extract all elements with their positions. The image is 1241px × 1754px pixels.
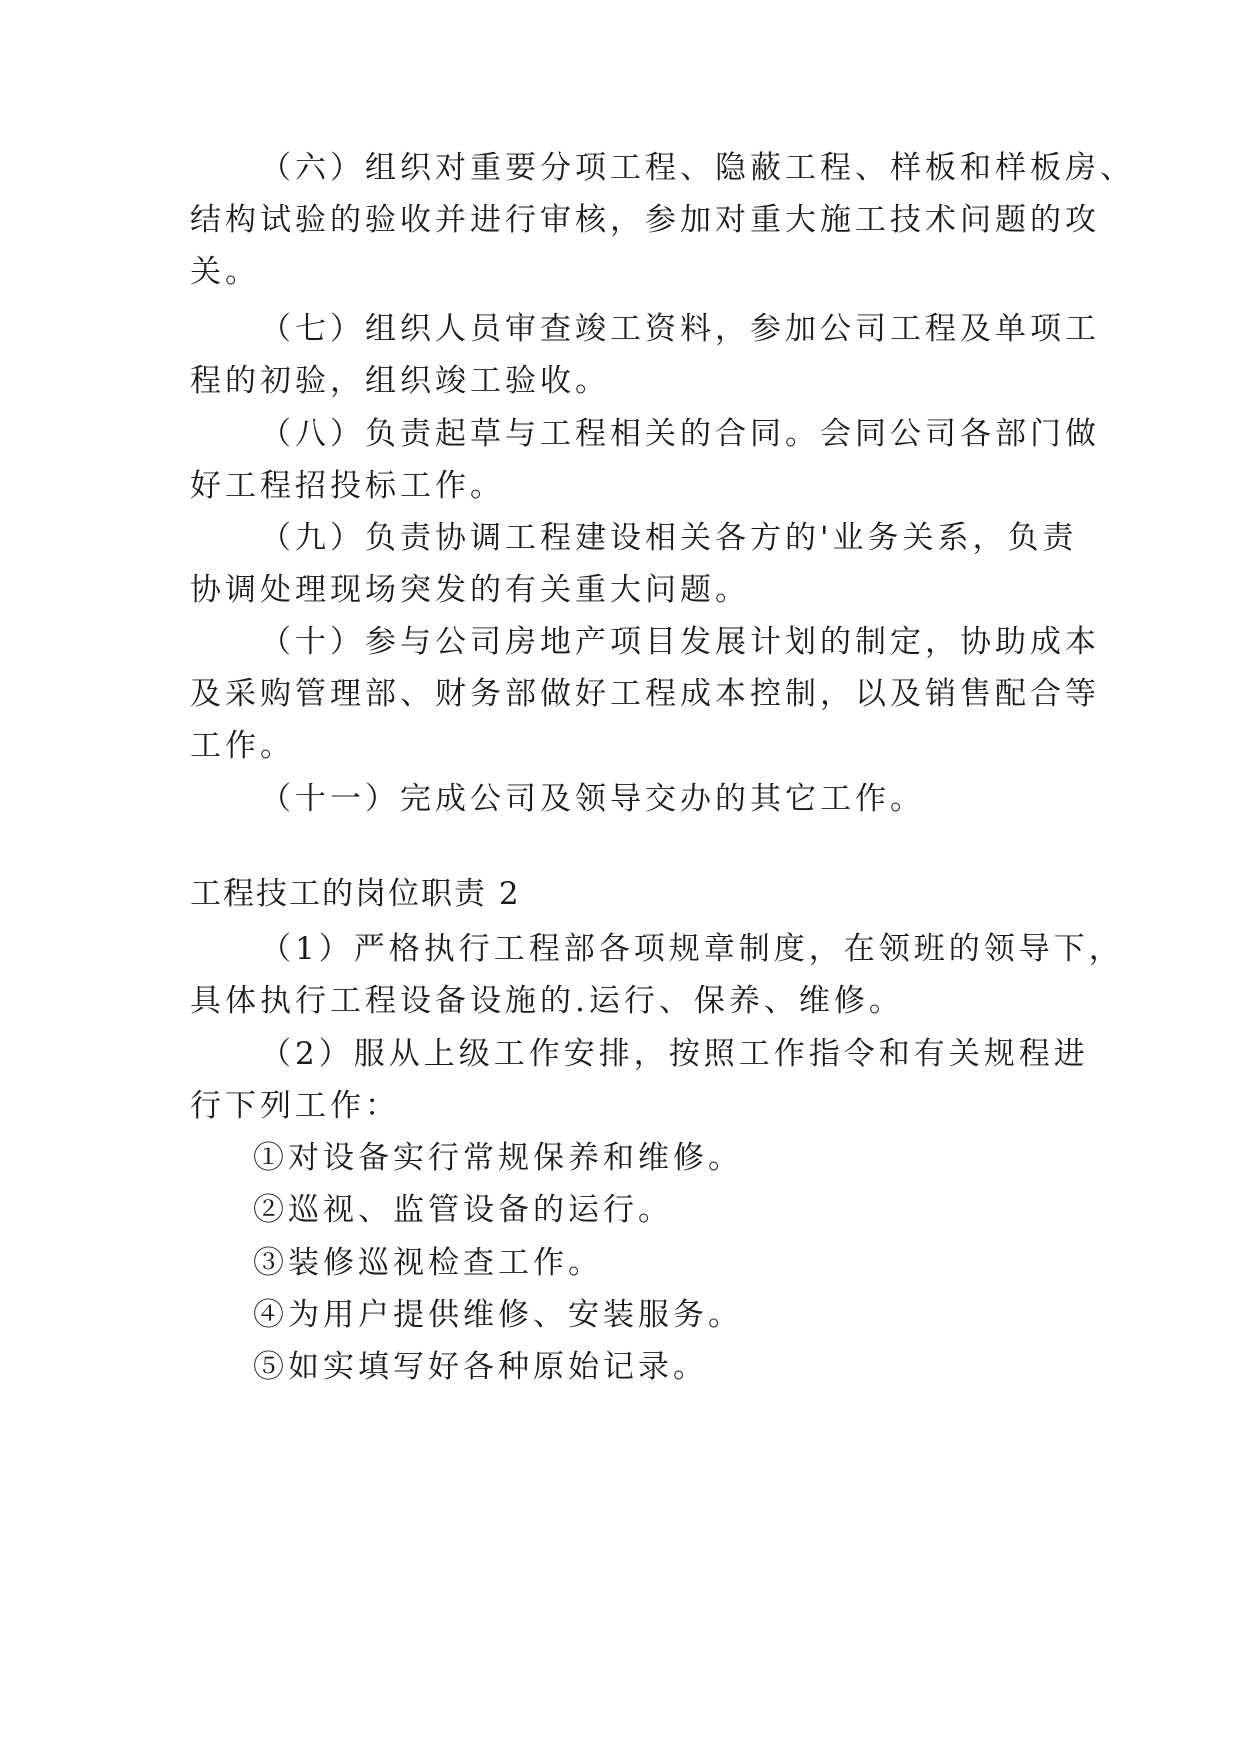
task-item-1: ①对设备实行常规保养和维修。 xyxy=(253,1140,743,1176)
paragraph-9-line-1: （九）负责协调工程建设相关各方的'业务关系，负责 xyxy=(260,520,1078,556)
paragraph-9-line-2: 协调处理现场突发的有关重大问题。 xyxy=(190,572,750,608)
paragraph-6-line-1: （六）组织对重要分项工程、隐蔽工程、样板和样板房、 xyxy=(260,150,1135,186)
item-1-line-2: 具体执行工程设备设施的.运行、保养、维修。 xyxy=(190,983,904,1019)
item-1-line-1: （1）严格执行工程部各项规章制度，在领班的领导下， xyxy=(260,931,1124,967)
item-2-line-2: 行下列工作： xyxy=(190,1088,400,1124)
paragraph-10-line-1: （十）参与公司房地产项目发展计划的制定，协助成本 xyxy=(260,624,1100,660)
paragraph-10-line-3: 工作。 xyxy=(190,728,295,764)
task-item-5: ⑤如实填写好各种原始记录。 xyxy=(253,1349,708,1385)
paragraph-6-line-3: 关。 xyxy=(190,254,260,290)
task-item-3: ③装修巡视检查工作。 xyxy=(253,1245,603,1281)
paragraph-6-line-2: 结构试验的验收并进行审核，参加对重大施工技术问题的攻 xyxy=(190,202,1100,238)
paragraph-11-line-1: （十一）完成公司及领导交办的其它工作。 xyxy=(260,781,925,817)
section-heading: 工程技工的岗位职责 2 xyxy=(190,876,521,912)
paragraph-8-line-1: （八）负责起草与工程相关的合同。会同公司各部门做 xyxy=(260,416,1100,452)
task-item-4: ④为用户提供维修、安装服务。 xyxy=(253,1297,743,1333)
paragraph-10-line-2: 及采购管理部、财务部做好工程成本控制，以及销售配合等 xyxy=(190,676,1100,712)
paragraph-7-line-1: （七）组织人员审查竣工资料，参加公司工程及单项工 xyxy=(260,311,1100,347)
task-item-2: ②巡视、监管设备的运行。 xyxy=(253,1192,673,1228)
paragraph-7-line-2: 程的初验，组织竣工验收。 xyxy=(190,363,610,399)
item-2-line-1: （2）服从上级工作安排，按照工作指令和有关规程进 xyxy=(260,1036,1089,1072)
paragraph-8-line-2: 好工程招投标工作。 xyxy=(190,468,505,504)
